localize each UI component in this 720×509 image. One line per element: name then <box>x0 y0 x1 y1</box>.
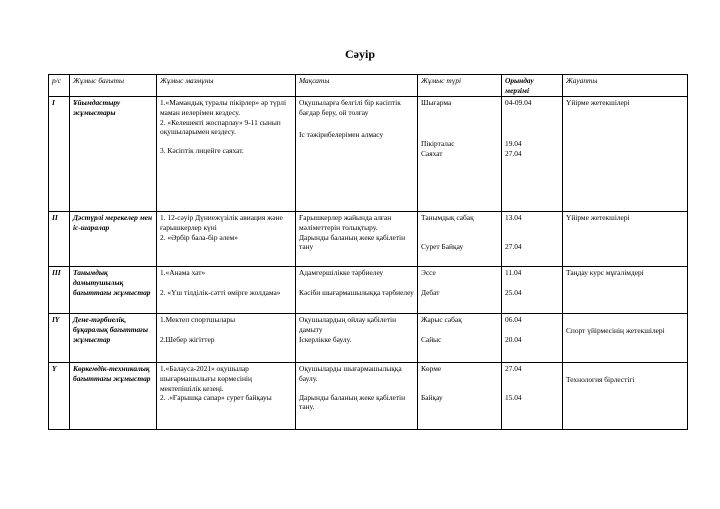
row-deadline <box>502 97 563 212</box>
header-type: Жұмыс түрі <box>418 75 502 97</box>
row-num: ІҮ <box>49 314 70 363</box>
row-responsible: Үйірме жетекшілері <box>563 97 688 212</box>
row-type <box>418 267 502 314</box>
row-content <box>157 97 296 212</box>
type-item: Жарыс сабақ <box>421 315 462 325</box>
deadline-item: 04-09.04 <box>505 98 532 108</box>
type-item: Байқау <box>421 392 443 402</box>
content-item: 2. «Әрбір бала-бір әлем» <box>160 232 238 242</box>
row-responsible: Таңдау курс мұғалімдері <box>563 267 688 314</box>
table-row <box>49 363 688 430</box>
type-item: Сурет Байқау <box>421 241 464 251</box>
row-type <box>418 212 502 267</box>
goal-item: Оқушыларға белгілі бір кәсіптік бағдар беру, ой толғау <box>299 98 401 117</box>
row-goal <box>296 97 418 212</box>
content-item: 1. 12-сәуір Дүниежүзілік авиация және ғарышкерлер күні <box>160 213 283 232</box>
content-item: 2. «Үш тілділік-сәтті өмірге жолдама» <box>160 287 281 297</box>
goal-item: Ғарышкерлер жайында алған мәліметтерін толықтыру. <box>299 213 392 232</box>
table-row <box>49 267 688 314</box>
content-item: 2. .«Ғарышқа сапар» сурет байқауы <box>160 393 272 403</box>
row-deadline <box>502 314 563 363</box>
deadline-item: 27.04 <box>505 364 522 374</box>
row-responsible: Технология бірлестігі <box>563 363 688 430</box>
row-goal <box>296 314 418 363</box>
deadline-item: 27.04 <box>505 241 522 251</box>
row-content <box>157 363 296 430</box>
header-deadline: Орындау мерзімі <box>502 75 563 97</box>
goal-item: Іс тәжірибелерімен алмасу <box>299 129 384 139</box>
content-item: 1.«Балауса-2021» оқушылар шығармашылығы көрмесінің мектепішілік кезеңі. <box>160 364 252 393</box>
deadline-item: 19.04 <box>505 138 522 148</box>
header-row <box>49 75 688 97</box>
row-direction: Танымдық дамытушылық бағыттағы жұмыстар <box>70 267 157 314</box>
row-content <box>157 212 296 267</box>
row-responsible: Спорт үйірмесінің жетекшілері <box>563 314 688 363</box>
deadline-item: 11.04 <box>505 268 522 278</box>
row-type <box>418 97 502 212</box>
row-responsible: Үйірме жетекшілері <box>563 212 688 267</box>
row-num: І <box>49 97 70 212</box>
goal-item: Оқушыларды шығармашылыққа баулу. <box>299 364 402 383</box>
page-title: Сәуір <box>345 47 375 61</box>
header-goal: Мақсаты <box>296 75 418 97</box>
goal-item: Оқушылардың ойлау қабілетін дамыту <box>299 315 397 334</box>
plan-table <box>48 74 688 430</box>
row-direction: Дәстүрлі мерекелер мен іс-шаралар <box>70 212 157 267</box>
row-num: Ү <box>49 363 70 430</box>
type-item: Шығарма <box>421 98 452 108</box>
content-item: 1.«Анама хат» <box>160 268 206 278</box>
type-item: Көрме <box>421 364 442 374</box>
type-item: Сайыс <box>421 334 442 344</box>
row-deadline <box>502 212 563 267</box>
content-item: 1.«Мамандық туралы пікірлер» әр түрлі маман иелерімен кездесу. <box>160 98 287 117</box>
row-type <box>418 314 502 363</box>
deadline-item: 06.04 <box>505 315 522 325</box>
type-item: Пікірталас <box>421 138 455 148</box>
row-goal <box>296 267 418 314</box>
goal-item: Дарынды баланың жеке қабілетін тану. <box>299 392 406 412</box>
row-goal <box>296 363 418 430</box>
type-item: Танымдық сабақ <box>421 213 474 223</box>
goal-item: Іскерлікке баулу. <box>299 334 352 344</box>
row-type <box>418 363 502 430</box>
deadline-item: 13.04 <box>505 213 522 223</box>
deadline-item: 27.04 <box>505 148 522 158</box>
row-deadline <box>502 267 563 314</box>
deadline-item: 25.04 <box>505 287 522 297</box>
header-content: Жұмыс мазмұны <box>157 75 296 97</box>
row-num: ІІІ <box>49 267 70 314</box>
goal-item: Адамгершілікке тәрбиелеу <box>299 268 384 278</box>
row-num: ІІ <box>49 212 70 267</box>
row-direction: Дене-тәрбиелік, бұқаралық бағыттағы жұмыстар <box>70 314 157 363</box>
row-goal <box>296 212 418 267</box>
row-content <box>157 267 296 314</box>
table-row <box>49 314 688 363</box>
row-direction: Көркемдік-техникалық бағыттағы жұмыстар <box>70 363 157 430</box>
header-responsible: Жауапты <box>563 75 688 97</box>
row-content <box>157 314 296 363</box>
header-direction: Жұмыс бағыты <box>70 75 157 97</box>
goal-item: Кәсіби шығармашылыққа тәрбиелеу <box>299 287 414 297</box>
goal-item: Дарынды баланың жеке қабілетін тану <box>299 232 406 252</box>
content-item: 2.Шебер жігіттер <box>160 334 215 344</box>
header-num: р/с <box>49 75 70 97</box>
type-item: Эссе <box>421 268 436 278</box>
content-item: 2. «Келешекті жоспарлау» 9-11 сынып оқушыларымен кездесу. <box>160 117 281 137</box>
table-row <box>49 97 688 212</box>
content-item: 3. Кәсіптік лицейге саяхат. <box>160 145 244 155</box>
table-row <box>49 212 688 267</box>
type-item: Саяхат <box>421 148 443 158</box>
type-item: Дебат <box>421 287 440 297</box>
deadline-item: 20.04 <box>505 334 522 344</box>
content-item: 1.Мектеп спортшылары <box>160 315 236 325</box>
row-direction: Ұйымдастыру жұмыстары <box>70 97 157 212</box>
deadline-item: 15.04 <box>505 392 522 402</box>
row-deadline <box>502 363 563 430</box>
